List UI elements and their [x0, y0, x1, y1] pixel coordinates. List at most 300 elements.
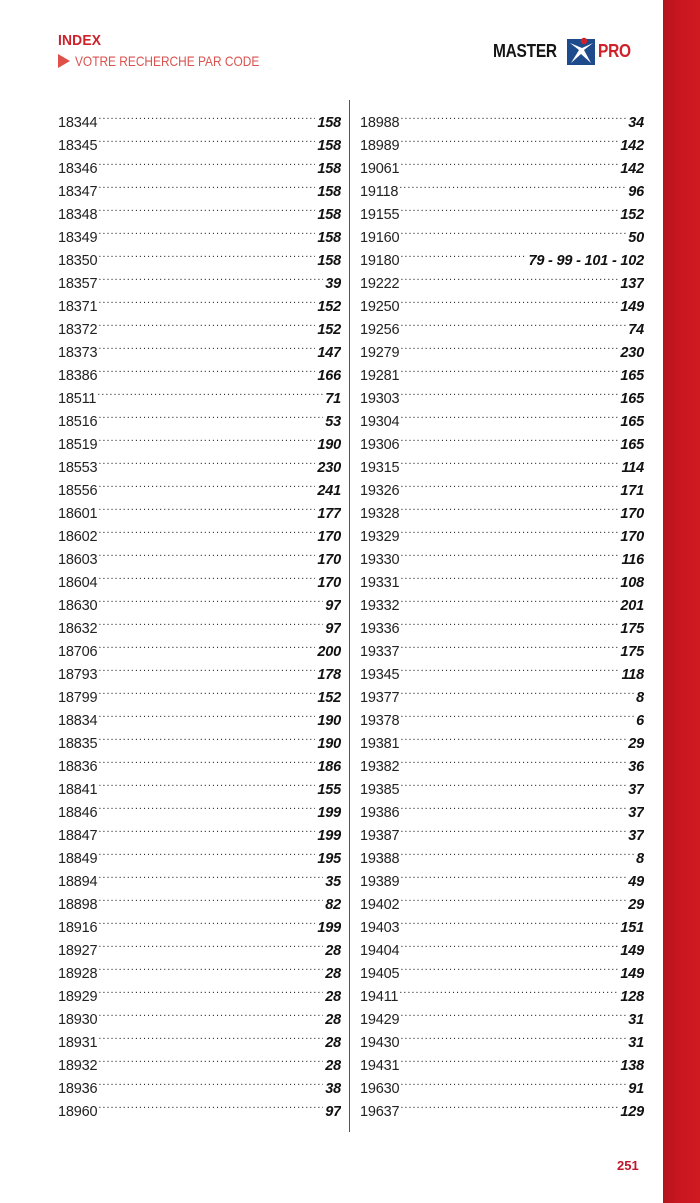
index-entry	[58, 242, 341, 265]
dot-leader	[97, 380, 323, 403]
page-reference: 116	[621, 552, 644, 564]
dot-leader	[98, 150, 315, 173]
product-code: 19304	[360, 414, 400, 426]
section-subtitle: VOTRE RECHERCHE PAR CODE	[75, 53, 260, 69]
index-entry	[58, 702, 341, 725]
page-reference: 37	[628, 805, 644, 817]
index-entry	[360, 104, 644, 127]
dot-leader	[400, 495, 618, 518]
dot-leader	[98, 449, 315, 472]
index-entry	[58, 656, 341, 679]
page-reference: 82	[325, 897, 341, 909]
index-entry	[360, 886, 644, 909]
dot-leader	[400, 817, 626, 840]
product-code: 18929	[58, 989, 98, 1001]
index-entry	[360, 932, 644, 955]
index-column-left	[58, 104, 341, 1116]
dot-leader	[98, 679, 315, 702]
index-entry	[58, 587, 341, 610]
dot-leader	[98, 1001, 323, 1024]
product-code: 19385	[360, 782, 400, 794]
page-reference: 149	[620, 966, 644, 978]
product-code: 18960	[58, 1104, 98, 1116]
page-reference: 97	[325, 1104, 341, 1116]
dot-leader	[400, 288, 618, 311]
index-entry	[360, 725, 644, 748]
triangle-right-icon	[58, 54, 70, 68]
index-entry	[58, 449, 341, 472]
index-entry	[360, 587, 644, 610]
page-reference: 29	[628, 897, 644, 909]
index-entry	[58, 1047, 341, 1070]
page-reference: 38	[325, 1081, 341, 1093]
page-reference: 71	[325, 391, 341, 403]
index-entry	[360, 541, 644, 564]
dot-leader	[400, 771, 626, 794]
dot-leader	[98, 840, 315, 863]
product-code: 18604	[58, 575, 98, 587]
index-entry	[360, 426, 644, 449]
page-reference: 8	[636, 690, 644, 702]
page-reference: 49	[628, 874, 644, 886]
page-reference: 37	[628, 828, 644, 840]
dot-leader	[98, 104, 315, 127]
index-entry	[58, 173, 341, 196]
index-entry	[360, 242, 644, 265]
page-reference: 190	[317, 736, 341, 748]
index-entry	[360, 472, 644, 495]
product-code: 18556	[58, 483, 98, 495]
page-reference: 108	[620, 575, 644, 587]
dot-leader	[400, 1024, 626, 1047]
page-number: 251	[617, 1158, 639, 1173]
product-code: 19388	[360, 851, 400, 863]
index-entry	[58, 127, 341, 150]
logo-star-icon	[567, 37, 595, 65]
page-reference: 186	[317, 759, 341, 771]
index-entry	[360, 955, 644, 978]
page-reference: 142	[620, 138, 644, 150]
dot-leader	[98, 909, 315, 932]
product-code: 18519	[58, 437, 98, 449]
page-reference: 199	[317, 805, 341, 817]
page-reference: 31	[628, 1012, 644, 1024]
page-reference: 158	[317, 138, 341, 150]
index-entry	[58, 748, 341, 771]
product-code: 19411	[360, 989, 399, 1001]
index-entry	[58, 357, 341, 380]
index-entry	[360, 771, 644, 794]
page-reference: 166	[317, 368, 341, 380]
dot-leader	[400, 334, 618, 357]
page-reference: 165	[620, 414, 644, 426]
page-reference: 175	[620, 644, 644, 656]
product-code: 19630	[360, 1081, 400, 1093]
index-entry	[58, 1024, 341, 1047]
dot-leader	[98, 978, 323, 1001]
dot-leader	[400, 1070, 626, 1093]
index-entry	[58, 1001, 341, 1024]
product-code: 18346	[58, 161, 98, 173]
page-reference: 35	[325, 874, 341, 886]
product-code: 18932	[58, 1058, 98, 1070]
page-reference: 129	[620, 1104, 644, 1116]
page-reference: 170	[317, 529, 341, 541]
dot-leader	[400, 840, 634, 863]
product-code: 18846	[58, 805, 98, 817]
dot-leader	[400, 702, 634, 725]
page-reference: 128	[620, 989, 644, 1001]
page-reference: 158	[317, 184, 341, 196]
dot-leader	[98, 702, 315, 725]
dot-leader	[400, 1093, 618, 1116]
dot-leader	[98, 748, 315, 771]
page-reference: 152	[620, 207, 644, 219]
dot-leader	[98, 196, 315, 219]
product-code: 19405	[360, 966, 400, 978]
page-reference: 200	[317, 644, 341, 656]
dot-leader	[98, 656, 315, 679]
dot-leader	[98, 1047, 323, 1070]
page-reference: 29	[628, 736, 644, 748]
index-entry	[360, 679, 644, 702]
page-reference: 201	[620, 598, 644, 610]
product-code: 18350	[58, 253, 98, 265]
index-entry	[58, 909, 341, 932]
product-code: 18386	[58, 368, 98, 380]
logo-text-pro: PRO	[598, 40, 631, 61]
dot-leader	[400, 610, 618, 633]
dot-leader	[400, 380, 618, 403]
product-code: 18373	[58, 345, 98, 357]
page-reference: 158	[317, 207, 341, 219]
page-reference: 151	[620, 920, 644, 932]
dot-leader	[400, 679, 634, 702]
page-reference: 241	[317, 483, 341, 495]
index-entry	[360, 1093, 644, 1116]
dot-leader	[98, 541, 315, 564]
product-code: 19404	[360, 943, 400, 955]
product-code: 19303	[360, 391, 400, 403]
dot-leader	[400, 725, 626, 748]
product-code: 19279	[360, 345, 400, 357]
product-code: 18898	[58, 897, 98, 909]
product-code: 19382	[360, 759, 400, 771]
index-entry	[58, 219, 341, 242]
product-code: 19118	[360, 184, 399, 196]
product-code: 18511	[58, 391, 97, 403]
page-reference: 31	[628, 1035, 644, 1047]
page-reference: 178	[317, 667, 341, 679]
index-entry	[360, 288, 644, 311]
product-code: 19328	[360, 506, 400, 518]
index-entry	[58, 978, 341, 1001]
index-entry	[360, 633, 644, 656]
index-entry	[360, 748, 644, 771]
index-entry	[58, 679, 341, 702]
index-entry	[58, 840, 341, 863]
index-entry	[58, 288, 341, 311]
dot-leader	[98, 495, 315, 518]
page-reference: 190	[317, 713, 341, 725]
product-code: 19155	[360, 207, 400, 219]
page-reference: 171	[620, 483, 644, 495]
page-reference: 147	[317, 345, 341, 357]
product-code: 18835	[58, 736, 98, 748]
product-code: 19429	[360, 1012, 400, 1024]
product-code: 19256	[360, 322, 400, 334]
dot-leader	[98, 219, 315, 242]
product-code: 19331	[360, 575, 400, 587]
index-entry	[360, 794, 644, 817]
page-reference: 230	[317, 460, 341, 472]
dot-leader	[98, 518, 315, 541]
page-reference: 230	[620, 345, 644, 357]
dot-leader	[98, 633, 315, 656]
product-code: 19431	[360, 1058, 400, 1070]
dot-leader	[98, 265, 323, 288]
index-entry	[58, 104, 341, 127]
product-code: 19387	[360, 828, 400, 840]
dot-leader	[400, 449, 619, 472]
index-entry	[58, 886, 341, 909]
page-reference: 158	[317, 161, 341, 173]
page-reference: 6	[636, 713, 644, 725]
product-code: 18344	[58, 115, 98, 127]
product-code: 18936	[58, 1081, 98, 1093]
dot-leader	[400, 219, 626, 242]
index-entry	[58, 1070, 341, 1093]
index-entry	[360, 380, 644, 403]
index-entry	[360, 863, 644, 886]
dot-leader	[98, 242, 315, 265]
dot-leader	[98, 426, 315, 449]
product-code: 18706	[58, 644, 98, 656]
index-entry	[58, 311, 341, 334]
page-reference: 190	[317, 437, 341, 449]
product-code: 19378	[360, 713, 400, 725]
dot-leader	[400, 104, 626, 127]
dot-leader	[400, 587, 618, 610]
index-entry	[360, 265, 644, 288]
index-column-right	[360, 104, 644, 1116]
dot-leader	[400, 127, 618, 150]
page-reference: 39	[325, 276, 341, 288]
page-reference: 28	[325, 1035, 341, 1047]
dot-leader	[98, 472, 315, 495]
page-reference: 118	[621, 667, 644, 679]
dot-leader	[400, 886, 626, 909]
product-code: 18348	[58, 207, 98, 219]
product-code: 18836	[58, 759, 98, 771]
page-reference: 28	[325, 943, 341, 955]
page-reference: 79 - 99 - 101 - 102	[528, 253, 644, 265]
page-reference: 155	[317, 782, 341, 794]
product-code: 18601	[58, 506, 98, 518]
dot-leader	[400, 1047, 618, 1070]
page-reference: 199	[317, 828, 341, 840]
page-reference: 165	[620, 437, 644, 449]
column-divider	[349, 100, 350, 1132]
page-reference: 53	[325, 414, 341, 426]
page-reference: 152	[317, 299, 341, 311]
index-entry	[58, 426, 341, 449]
page-reference: 158	[317, 230, 341, 242]
page-reference: 165	[620, 391, 644, 403]
product-code: 18927	[58, 943, 98, 955]
dot-leader	[400, 541, 619, 564]
product-code: 19377	[360, 690, 400, 702]
index-entry	[58, 1093, 341, 1116]
dot-leader	[399, 978, 618, 1001]
dot-leader	[400, 265, 618, 288]
red-edge-band	[663, 0, 700, 1203]
index-entry	[360, 978, 644, 1001]
section-subtitle-row	[58, 53, 292, 69]
product-code: 19160	[360, 230, 400, 242]
dot-leader	[98, 932, 323, 955]
page-reference: 91	[628, 1081, 644, 1093]
page-reference: 74	[628, 322, 644, 334]
index-entry	[360, 1070, 644, 1093]
product-code: 18345	[58, 138, 98, 150]
dot-leader	[400, 357, 618, 380]
page-reference: 170	[317, 575, 341, 587]
dot-leader	[400, 472, 618, 495]
index-entry	[360, 311, 644, 334]
page-reference: 170	[620, 506, 644, 518]
dot-leader	[400, 518, 618, 541]
index-entry	[58, 265, 341, 288]
page-reference: 114	[621, 460, 644, 472]
product-code: 19306	[360, 437, 400, 449]
index-entry	[360, 656, 644, 679]
index-entry	[58, 380, 341, 403]
index-entry	[58, 518, 341, 541]
product-code: 19061	[360, 161, 400, 173]
index-entry	[360, 150, 644, 173]
dot-leader	[98, 1024, 323, 1047]
product-code: 19180	[360, 253, 400, 265]
dot-leader	[400, 196, 618, 219]
page-reference: 152	[317, 322, 341, 334]
index-entry	[58, 541, 341, 564]
dot-leader	[98, 725, 315, 748]
page-reference: 152	[317, 690, 341, 702]
index-entry	[360, 219, 644, 242]
page-reference: 158	[317, 115, 341, 127]
page-reference: 28	[325, 1058, 341, 1070]
page-reference: 138	[620, 1058, 644, 1070]
index-entry	[58, 150, 341, 173]
product-code: 18988	[360, 115, 400, 127]
dot-leader	[98, 955, 323, 978]
product-code: 18371	[58, 299, 98, 311]
index-entry	[58, 196, 341, 219]
index-entry	[360, 909, 644, 932]
logo-text-master: MASTER	[493, 40, 557, 61]
product-code: 19329	[360, 529, 400, 541]
product-code: 18357	[58, 276, 98, 288]
index-entry	[360, 127, 644, 150]
dot-leader	[400, 748, 626, 771]
index-entry	[360, 518, 644, 541]
dot-leader	[400, 955, 618, 978]
index-entry	[58, 334, 341, 357]
product-code: 19330	[360, 552, 400, 564]
product-code: 19430	[360, 1035, 400, 1047]
page-reference: 8	[636, 851, 644, 863]
product-code: 18630	[58, 598, 98, 610]
index-entry	[58, 771, 341, 794]
index-entry	[58, 725, 341, 748]
product-code: 18847	[58, 828, 98, 840]
dot-leader	[400, 426, 618, 449]
page-reference: 97	[325, 621, 341, 633]
page-reference: 158	[317, 253, 341, 265]
dot-leader	[98, 288, 315, 311]
dot-leader	[400, 1001, 626, 1024]
dot-leader	[400, 863, 626, 886]
product-code: 18849	[58, 851, 98, 863]
dot-leader	[400, 794, 626, 817]
dot-leader	[400, 311, 626, 334]
page-reference: 170	[317, 552, 341, 564]
page-reference: 36	[628, 759, 644, 771]
product-code: 19336	[360, 621, 400, 633]
product-code: 18603	[58, 552, 98, 564]
product-code: 19222	[360, 276, 400, 288]
page-reference: 177	[317, 506, 341, 518]
product-code: 18841	[58, 782, 98, 794]
product-code: 18516	[58, 414, 98, 426]
dot-leader	[399, 173, 626, 196]
dot-leader	[98, 173, 315, 196]
brand-logo	[493, 36, 636, 66]
index-entry	[58, 794, 341, 817]
product-code: 18930	[58, 1012, 98, 1024]
index-entry	[360, 449, 644, 472]
dot-leader	[98, 587, 323, 610]
page-reference: 137	[620, 276, 644, 288]
index-entry	[360, 403, 644, 426]
page-reference: 34	[628, 115, 644, 127]
dot-leader	[98, 1093, 323, 1116]
index-entry	[58, 403, 341, 426]
dot-leader	[98, 1070, 323, 1093]
page-reference: 37	[628, 782, 644, 794]
index-entry	[360, 495, 644, 518]
product-code: 19402	[360, 897, 400, 909]
dot-leader	[98, 886, 323, 909]
page-reference: 175	[620, 621, 644, 633]
product-code: 18894	[58, 874, 98, 886]
dot-leader	[98, 771, 315, 794]
page-reference: 97	[325, 598, 341, 610]
dot-leader	[400, 656, 619, 679]
index-entry	[58, 932, 341, 955]
product-code: 19403	[360, 920, 400, 932]
page-reference: 149	[620, 943, 644, 955]
product-code: 19637	[360, 1104, 400, 1116]
index-entry	[58, 817, 341, 840]
index-entry	[360, 702, 644, 725]
product-code: 18928	[58, 966, 98, 978]
page-reference: 199	[317, 920, 341, 932]
index-entry	[360, 334, 644, 357]
index-entry	[360, 564, 644, 587]
product-code: 19315	[360, 460, 400, 472]
